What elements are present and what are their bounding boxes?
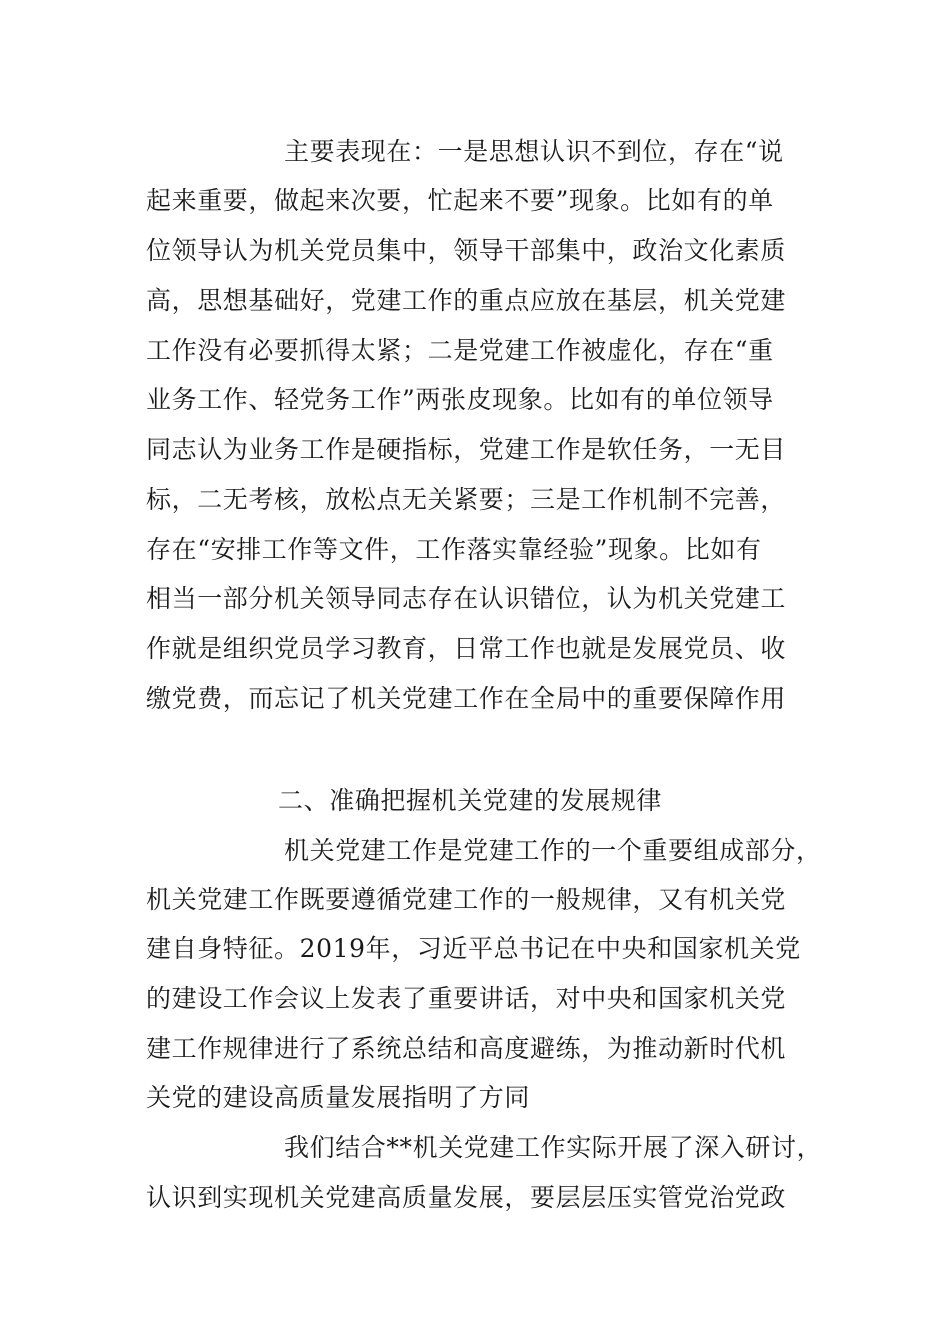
paragraph-2-line-2: 机关党建工作既要遵循党建工作的一般规律，又有机关党	[146, 885, 787, 914]
paragraph-3-line-1: 我们结合**机关党建工作实际开展了深入研讨，	[284, 1133, 823, 1162]
paragraph-2-line-5: 建工作规律进行了系统总结和高度避练，为推动新时代机	[146, 1034, 787, 1063]
paragraph-1-line-8: 标，二无考核，放松点无关紧要；三是工作机制不完善，	[146, 485, 787, 514]
paragraph-1-line-12: 缴党费，而忘记了机关党建工作在全局中的重要保障作用	[146, 684, 787, 713]
paragraph-1-line-10: 相当一部分机关领导同志存在认识错位，认为机关党建工	[146, 584, 787, 613]
paragraph-1-line-7: 同志认为业务工作是硬指标，党建工作是软任务，一无目	[146, 435, 787, 464]
paragraph-1-line-2: 起来重要，做起来次要，忙起来不要”现象。比如有的单	[146, 186, 774, 215]
paragraph-2-line-1: 机关党建工作是党建工作的一个重要组成部分，	[284, 836, 822, 865]
paragraph-2-line-6: 关党的建设高质量发展指明了方同	[146, 1083, 531, 1112]
section-heading: 二、准确把握机关党建的发展规律	[278, 786, 663, 815]
paragraph-1-line-6: 业务工作、轻党务工作”两张皮现象。比如有的单位领导	[146, 385, 774, 414]
paragraph-1-line-9: 存在“安排工作等文件，工作落实靠经验”现象。比如有	[146, 535, 762, 564]
paragraph-1-line-1: 主要表现在：一是思想认识不到位，存在“说	[284, 137, 784, 166]
paragraph-2-line-4: 的建设工作会议上发表了重要讲话，对中央和国家机关党	[146, 984, 787, 1013]
paragraph-1-line-3: 位领导认为机关党员集中，领导干部集中，政治文化素质	[146, 236, 787, 265]
paragraph-1-line-5: 工作没有必要抓得太紧；二是党建工作被虚化，存在“重	[146, 336, 774, 365]
paragraph-1-line-4: 高，思想基础好，党建工作的重点应放在基层，机关党建	[146, 286, 787, 315]
paragraph-3-line-2: 认识到实现机关党建高质量发展，要层层压实管党治党政	[146, 1183, 787, 1212]
paragraph-1-line-11: 作就是组织党员学习教育，日常工作也就是发展党员、收	[146, 634, 787, 663]
paragraph-2-line-3: 建自身特征。2019年，习近平总书记在中央和国家机关党	[146, 934, 801, 963]
